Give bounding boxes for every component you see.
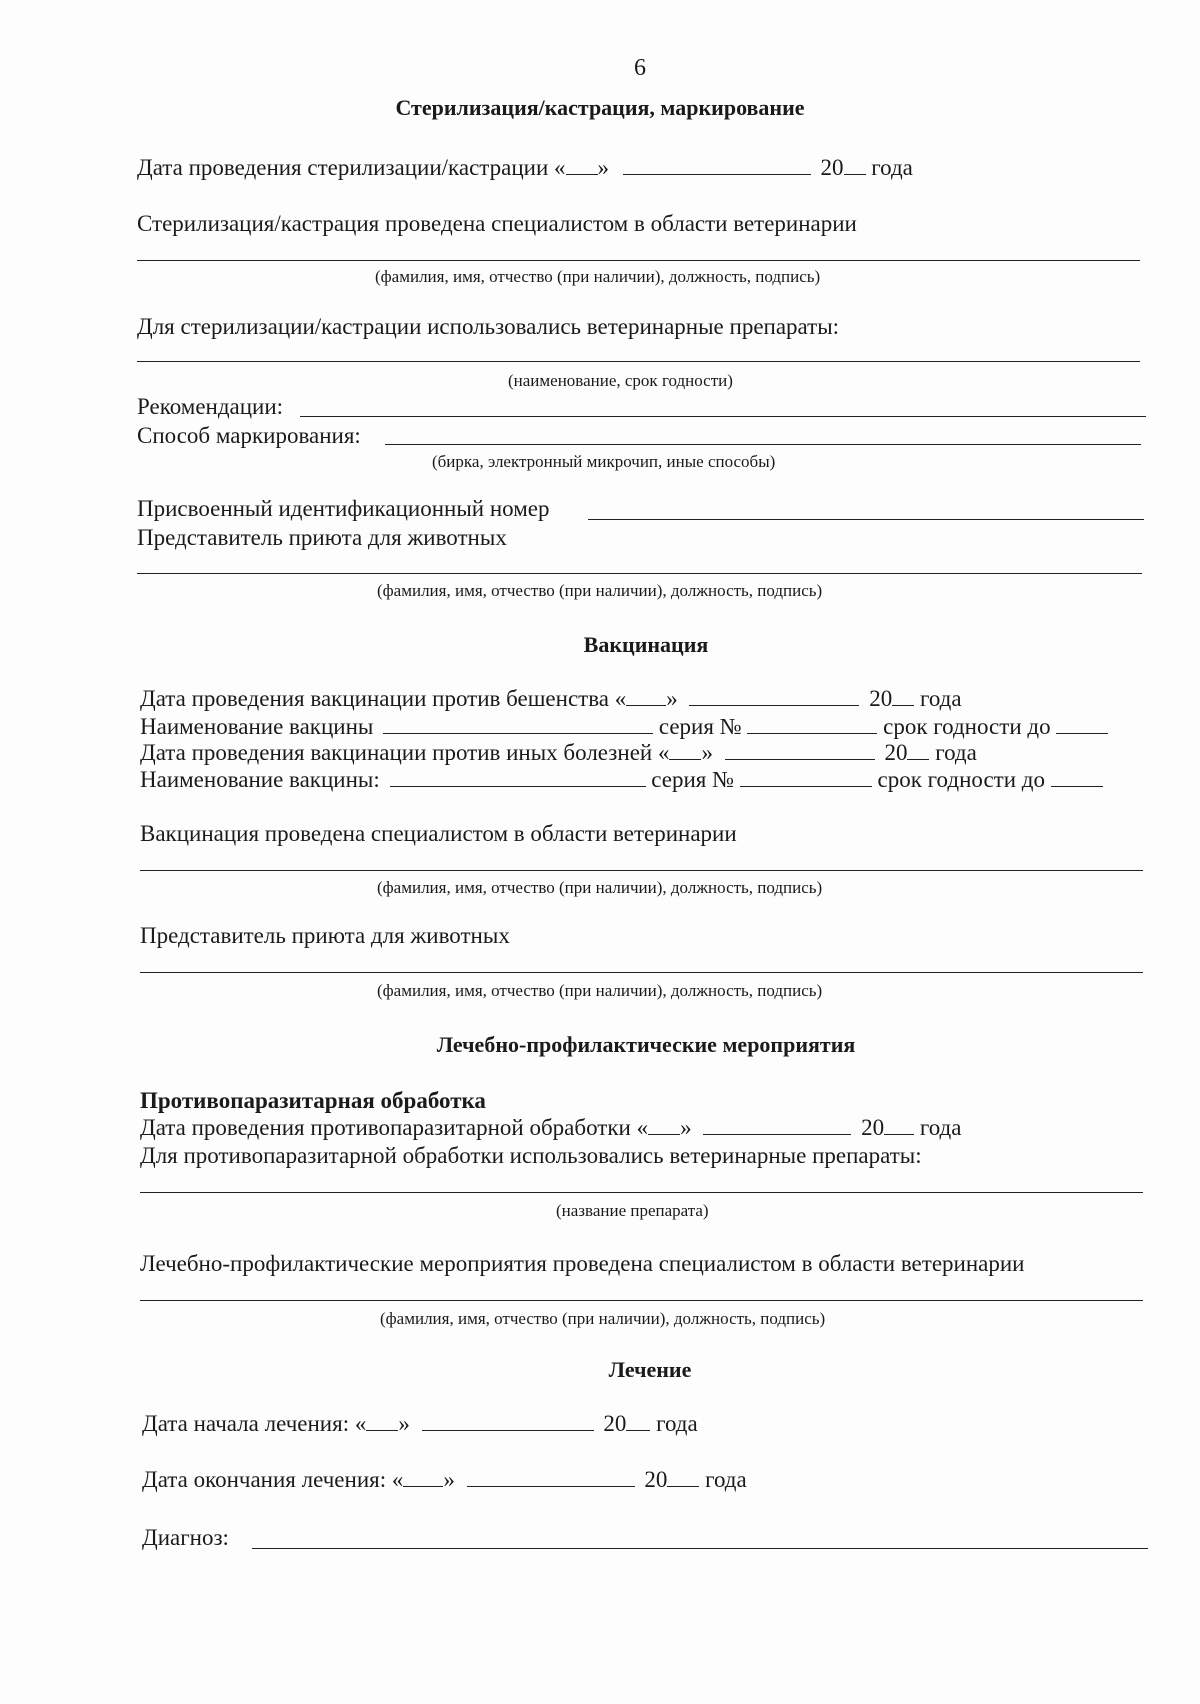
antiparasitic-year-prefix: 20 — [861, 1115, 885, 1140]
treatment-start-year-suffix: года — [656, 1411, 698, 1436]
antiparasitic-month-blank[interactable] — [703, 1114, 851, 1135]
id-number-row — [137, 495, 549, 523]
rabies-date-label: Дата проведения вакцинации против бешенства « — [140, 686, 627, 711]
sterilization-shelter-rep-label: Представитель приюта для животных — [137, 525, 507, 550]
expiry-label: срок годности до — [883, 714, 1051, 739]
rabies-year-blank[interactable] — [892, 685, 914, 706]
sterilization-specialist-caption: (фамилия, имя, отчество (при наличии), должность, подпись) — [375, 267, 821, 286]
recommendations-line[interactable] — [300, 416, 1146, 417]
year-blank[interactable] — [844, 154, 866, 175]
sterilization-drugs-line[interactable] — [137, 361, 1140, 362]
id-number-line[interactable] — [588, 519, 1144, 520]
antiparasitic-year-suffix: года — [919, 1115, 962, 1140]
other-year-suffix: года — [935, 740, 977, 765]
vaccine-name-row-2 — [140, 766, 1103, 794]
other-year-blank[interactable] — [907, 739, 929, 760]
diagnosis-label: Диагноз: — [142, 1525, 229, 1550]
sterilization-shelter-rep-line[interactable] — [137, 573, 1142, 574]
other-day-blank[interactable] — [669, 739, 701, 760]
treatment-end-mid: » — [443, 1467, 455, 1492]
treatment-title: Лечение — [608, 1357, 692, 1382]
treatment-start-line — [142, 1410, 698, 1438]
other-vaccination-date-line — [140, 739, 977, 767]
vaccine-name-label: Наименование вакцины — [140, 714, 374, 739]
treatment-start-day-blank[interactable] — [366, 1410, 398, 1431]
other-month-blank[interactable] — [725, 739, 875, 760]
vaccination-specialist-label: Вакцинация проведена специалистом в области ветеринарии — [140, 821, 737, 846]
sterilization-shelter-rep-caption: (фамилия, имя, отчество (при наличии), должность, подпись) — [377, 581, 823, 600]
vaccine-name-blank[interactable] — [383, 713, 653, 734]
treatment-end-month-blank[interactable] — [467, 1466, 635, 1487]
vaccine-name-blank-2[interactable] — [390, 766, 646, 787]
treatment-end-year-blank[interactable] — [667, 1466, 699, 1487]
marking-caption: (бирка, электронный микрочип, иные способы) — [432, 452, 776, 471]
antiparasitic-drugs-line[interactable] — [140, 1192, 1143, 1193]
id-number-label: Присвоенный идентификационный номер — [137, 496, 550, 521]
page-number: 6 — [634, 55, 646, 81]
rabies-day-blank[interactable] — [626, 685, 666, 706]
antiparasitic-subtitle: Противопаразитарная обработка — [140, 1088, 486, 1113]
antiparasitic-date-mid: » — [680, 1115, 692, 1140]
date-mid: » — [597, 155, 610, 180]
series-blank-2[interactable] — [740, 766, 872, 787]
sterilization-drugs-label: Для стерилизации/кастрации использовались ветеринарные препараты: — [137, 314, 840, 339]
treatment-start-label: Дата начала лечения: « — [142, 1411, 367, 1436]
vaccine-name-row-1 — [140, 713, 1108, 741]
series-label-2: серия № — [651, 767, 735, 792]
diagnosis-row — [142, 1524, 229, 1552]
antiparasitic-drugs-label: Для противопаразитарной обработки использовались ветеринарные препараты: — [140, 1143, 922, 1168]
treatment-end-label: Дата окончания лечения: « — [142, 1467, 404, 1492]
treatment-end-line — [142, 1466, 747, 1494]
rabies-year-prefix: 20 — [869, 686, 893, 711]
treatment-start-month-blank[interactable] — [422, 1410, 594, 1431]
other-date-mid: » — [701, 740, 713, 765]
prevention-specialist-line[interactable] — [140, 1300, 1143, 1301]
treatment-start-mid: » — [398, 1411, 410, 1436]
diagnosis-line[interactable] — [252, 1548, 1148, 1549]
vaccination-title: Вакцинация — [583, 632, 709, 657]
expiry-label-2: срок годности до — [877, 767, 1045, 792]
vaccination-specialist-line[interactable] — [140, 870, 1143, 871]
prevention-specialist-caption: (фамилия, имя, отчество (при наличии), должность, подпись) — [380, 1309, 826, 1328]
antiparasitic-date-line — [140, 1114, 961, 1142]
sterilization-title: Стерилизация/кастрация, маркирование — [395, 95, 805, 120]
rabies-date-mid: » — [666, 686, 678, 711]
expiry-blank-2[interactable] — [1051, 766, 1103, 787]
antiparasitic-date-label: Дата проведения противопаразитарной обработки « — [140, 1115, 649, 1140]
sterilization-specialist-label: Стерилизация/кастрация проведена специалистом в области ветеринарии — [137, 211, 857, 236]
vaccination-shelter-rep-line[interactable] — [140, 972, 1143, 973]
series-label: серия № — [658, 714, 742, 739]
treatment-end-day-blank[interactable] — [403, 1466, 443, 1487]
expiry-blank[interactable] — [1056, 713, 1108, 734]
month-blank[interactable] — [623, 154, 811, 175]
vaccination-shelter-rep-label: Представитель приюта для животных — [140, 923, 510, 948]
other-date-label: Дата проведения вакцинации против иных болезней « — [140, 740, 670, 765]
year-suffix: года — [871, 155, 913, 180]
marking-row — [137, 422, 361, 450]
antiparasitic-drugs-caption: (название препарата) — [556, 1201, 709, 1220]
sterilization-specialist-line[interactable] — [137, 260, 1140, 261]
vaccination-shelter-rep-caption: (фамилия, имя, отчество (при наличии), должность, подпись) — [377, 981, 823, 1000]
treatment-start-year-prefix: 20 — [603, 1411, 627, 1436]
other-year-prefix: 20 — [884, 740, 908, 765]
marking-line[interactable] — [385, 444, 1141, 445]
sterilization-date-line — [137, 154, 913, 182]
year-prefix: 20 — [820, 155, 844, 180]
day-blank[interactable] — [566, 154, 598, 175]
treatment-start-year-blank[interactable] — [626, 1410, 650, 1431]
rabies-year-suffix: года — [919, 686, 962, 711]
rabies-date-line — [140, 685, 962, 713]
treatment-end-year-suffix: года — [705, 1467, 747, 1492]
recommendations-row — [137, 393, 283, 421]
prevention-specialist-label: Лечебно-профилактические мероприятия проведена специалистом в области ветеринарии — [140, 1251, 1025, 1276]
recommendations-label: Рекомендации: — [137, 394, 284, 419]
treatment-end-year-prefix: 20 — [644, 1467, 668, 1492]
vaccination-specialist-caption: (фамилия, имя, отчество (при наличии), должность, подпись) — [377, 878, 823, 897]
sterilization-date-label: Дата проведения стерилизации/кастрации « — [137, 155, 566, 180]
antiparasitic-day-blank[interactable] — [648, 1114, 680, 1135]
sterilization-drugs-caption: (наименование, срок годности) — [508, 371, 733, 390]
prevention-title: Лечебно-профилактические мероприятия — [436, 1032, 856, 1057]
vaccine-name-label-2: Наименование вакцины: — [140, 767, 380, 792]
antiparasitic-year-blank[interactable] — [884, 1114, 914, 1135]
marking-label: Способ маркирования: — [137, 423, 361, 448]
series-blank[interactable] — [747, 713, 877, 734]
rabies-month-blank[interactable] — [689, 685, 859, 706]
